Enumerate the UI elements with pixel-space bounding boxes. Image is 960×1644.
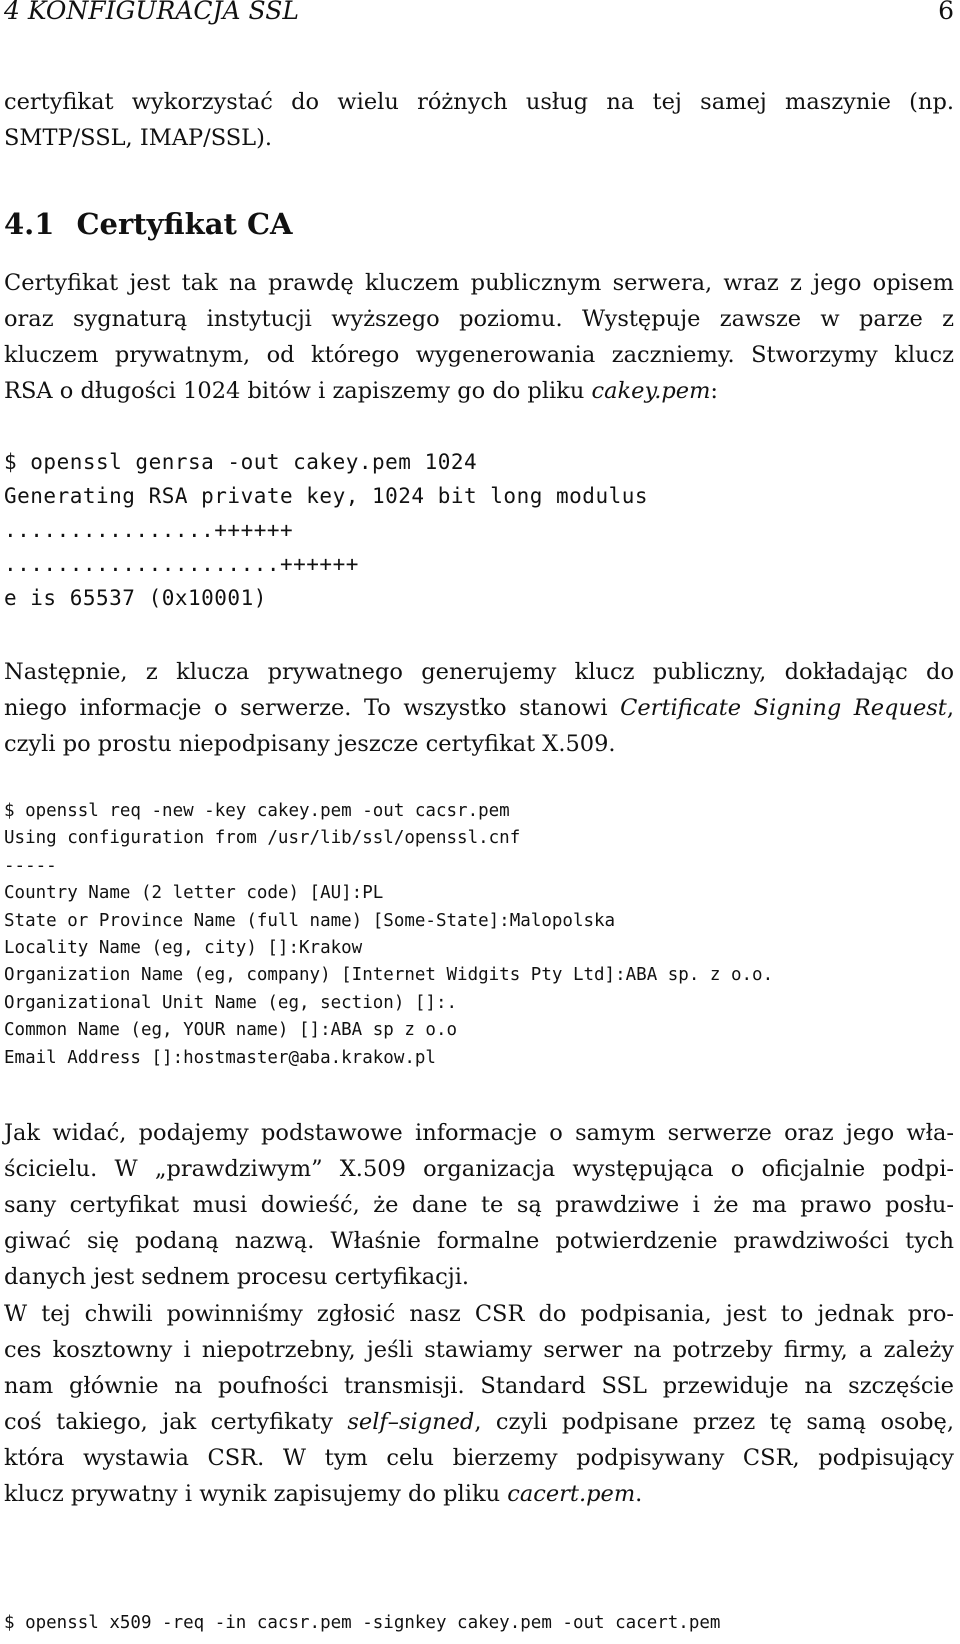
text-line: certyfikat wykorzystać do wielu różnych usług na tej samej maszynie (np.: [4, 89, 954, 115]
text-line: danych jest sednem procesu certyfikacji.: [4, 1264, 470, 1290]
code-block-req: [4, 798, 773, 1072]
code-line: Generating RSA private key, 1024 bit long modulus: [4, 484, 649, 508]
paragraph-certificate-intro: [4, 265, 954, 409]
text-fragment: .: [635, 1481, 643, 1507]
code-line: ................++++++: [4, 518, 294, 542]
paragraph-x509-info: [4, 1115, 954, 1295]
page-number: 6: [938, 0, 954, 25]
code-line: State or Province Name (full name) [Some-State]:Malopolska: [4, 910, 616, 931]
intro-paragraph: [4, 84, 954, 156]
paragraph-self-signed: [4, 1296, 954, 1512]
text-line: oraz sygnaturą instytucji wyższego poziomu. Występuje zawsze w parze z: [4, 306, 954, 332]
paragraph-csr: [4, 654, 954, 762]
section-number: 4.1: [4, 207, 55, 241]
filename-cakey: cakey.pem: [591, 378, 711, 404]
text-line: która wystawia CSR. W tym celu bierzemy podpisywany CSR, podpisujący: [4, 1445, 954, 1471]
text-line: sany certyfikat musi dowieść, że dane te są prawdziwe i że ma prawo posłu-: [4, 1192, 954, 1218]
text-line: nam głównie na poufności transmisji. Standard SSL przewiduje na szczęście: [4, 1373, 954, 1399]
code-block-x509: [4, 1610, 720, 1637]
code-line: Common Name (eg, YOUR name) []:ABA sp z o.o: [4, 1020, 458, 1041]
text-line: ces kosztowny i niepotrzebny, jeśli stawiamy serwer na potrzeby firmy, a zależy: [4, 1337, 954, 1363]
code-line: Using configuration from /usr/lib/ssl/openssl.cnf: [4, 828, 521, 849]
code-line: $ openssl genrsa -out cakey.pem 1024: [4, 450, 478, 474]
code-line: $ openssl req -new -key cakey.pem -out cacsr.pem: [4, 801, 510, 821]
code-line: Locality Name (eg, city) []:Krakow: [4, 938, 363, 959]
text-fragment: ,: [946, 695, 955, 721]
code-line: Email Address []:hostmaster@aba.krakow.pl: [4, 1047, 436, 1068]
code-line: Country Name (2 letter code) [AU]:PL: [4, 883, 384, 904]
text-fragment: klucz prywatny i wynik zapisujemy do pliku: [4, 1481, 508, 1507]
text-line: ścicielu. W „prawdziwym” X.509 organizacja występująca o oficjalnie podpi-: [4, 1156, 954, 1182]
text-line: [4, 1404, 954, 1440]
term-csr: Certificate Signing Request: [620, 695, 947, 721]
code-block-genrsa: [4, 445, 648, 615]
text-line: [4, 690, 954, 726]
text-line: kluczem prywatnym, od którego wygenerowania zaczniemy. Stworzymy klucz: [4, 342, 954, 368]
code-line: Organizational Unit Name (eg, section) []:.: [4, 992, 458, 1013]
section-heading: [4, 207, 293, 241]
code-line: Organization Name (eg, company) [Internet Widgits Pty Ltd]:ABA sp. z o.o.: [4, 965, 774, 986]
text-fragment: RSA o długości 1024 bitów i zapiszemy go do pliku: [4, 378, 592, 404]
text-line: [4, 1476, 954, 1512]
text-fragment: niego informacje o serwerze. To wszystko stanowi: [4, 695, 621, 721]
term-self-signed: self–signed: [347, 1409, 475, 1435]
text-line: giwać się podaną nazwą. Właśnie formalne potwierdzenie prawdziwości tych: [4, 1228, 954, 1254]
text-fragment: :: [710, 378, 719, 404]
filename-cacert: cacert.pem: [507, 1481, 636, 1507]
text-fragment: , czyli podpisane przez tę samą osobę,: [474, 1409, 955, 1435]
text-fragment: coś takiego, jak certyfikaty: [4, 1409, 348, 1435]
section-title: Certyfikat CA: [76, 207, 293, 241]
text-line: Jak widać, podajemy podstawowe informacje o samym serwerze oraz jego wła-: [4, 1120, 954, 1146]
text-line: Certyfikat jest tak na prawdę kluczem publicznym serwera, wraz z jego opisem: [4, 270, 954, 296]
code-line: .....................++++++: [4, 552, 359, 576]
text-line: SMTP/SSL, IMAP/SSL).: [4, 125, 273, 151]
code-line: -----: [4, 855, 57, 876]
chapter-title: 4 KONFIGURACJA SSL: [4, 0, 299, 25]
text-line: czyli po prostu niepodpisany jeszcze certyfikat X.509.: [4, 731, 616, 757]
running-header: [4, 0, 954, 26]
text-line: W tej chwili powinniśmy zgłosić nasz CSR do podpisania, jest to jednak pro-: [4, 1301, 954, 1327]
code-line: e is 65537 (0x10001): [4, 586, 267, 610]
text-line: Następnie, z klucza prywatnego generujemy klucz publiczny, dokładając do: [4, 659, 954, 685]
text-line: [4, 373, 954, 409]
code-line: $ openssl x509 -req -in cacsr.pem -signkey cakey.pem -out cacert.pem: [4, 1613, 721, 1633]
